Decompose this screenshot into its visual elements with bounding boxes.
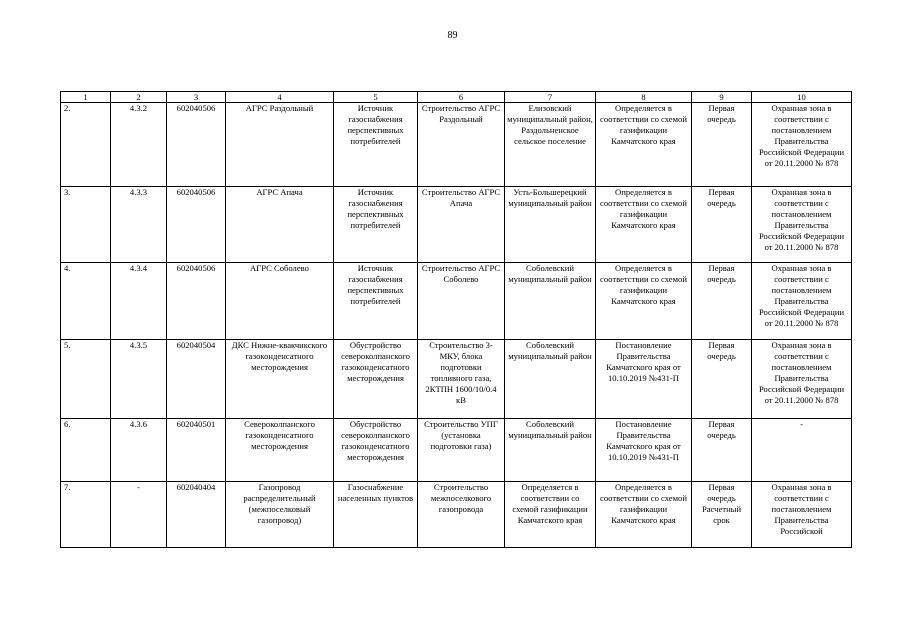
col-header: 6: [418, 92, 505, 103]
table-row: [61, 263, 852, 340]
row-code: 4.3.5: [111, 340, 167, 419]
table-row: [61, 187, 852, 263]
row-name: АГРС Апача: [226, 187, 334, 263]
row-number: 7.: [61, 482, 111, 548]
row-zone: -: [752, 419, 852, 482]
row-work: Строительство АГРС Раздольный: [418, 103, 505, 187]
objects-table: [60, 91, 852, 548]
row-term: Первая очередь: [692, 187, 752, 263]
row-zone: Охранная зона в соответствии с постановлением Правительства Российской Федерации от 20.11.2000 № 878: [752, 187, 852, 263]
row-id: 602040506: [167, 263, 226, 340]
row-basis: Определяется в соответствии со схемой газификации Камчатского края: [596, 263, 692, 340]
row-location: Соболевский муниципальный район: [505, 419, 596, 482]
row-zone: Охранная зона в соответствии с постановлением Правительства Российской Федерации от 20.11.2000 № 878: [752, 263, 852, 340]
row-basis: Определяется в соответствии со схемой газификации Камчатского края: [596, 187, 692, 263]
row-term: Первая очередь: [692, 103, 752, 187]
row-zone: Охранная зона в соответствии с постановлением Правительства Российской: [752, 482, 852, 548]
row-number: 3.: [61, 187, 111, 263]
row-code: -: [111, 482, 167, 548]
row-basis: Постановление Правительства Камчатского края от 10.10.2019 №431-П: [596, 419, 692, 482]
col-header: 3: [167, 92, 226, 103]
row-purpose: Обустройство североколпанского газоконденсатного месторождения: [334, 340, 418, 419]
row-zone: Охранная зона в соответствии с постановлением Правительства Российской Федерации от 20.11.2000 № 878: [752, 103, 852, 187]
row-work: Строительство АГРС Апача: [418, 187, 505, 263]
row-work: Строительство межпоселкового газопровода: [418, 482, 505, 548]
table-row: [61, 419, 852, 482]
row-name: Газопровод распределительный (межпоселковый газопровод): [226, 482, 334, 548]
row-term: Первая очередь: [692, 419, 752, 482]
row-name: ДКС Нижне-квакчикского газоконденсатного месторождения: [226, 340, 334, 419]
col-header: 1: [61, 92, 111, 103]
header-row: [61, 92, 852, 103]
row-number: 6.: [61, 419, 111, 482]
col-header: 4: [226, 92, 334, 103]
row-location: Елизовский муниципальный район, Раздольненское сельское поселение: [505, 103, 596, 187]
row-purpose: Источник газоснабжения перспективных потребителей: [334, 103, 418, 187]
table-row: [61, 482, 852, 548]
row-work: Строительство 3-МКУ, блока подготовки топливного газа, 2КТПН 1600/10/0.4 кВ: [418, 340, 505, 419]
row-zone: Охранная зона в соответствии с постановлением Правительства Российской Федерации от 20.11.2000 № 878: [752, 340, 852, 419]
row-number: 5.: [61, 340, 111, 419]
row-name: АГРС Соболево: [226, 263, 334, 340]
row-id: 602040506: [167, 187, 226, 263]
row-term: Первая очередь Расчетный срок: [692, 482, 752, 548]
col-header: 9: [692, 92, 752, 103]
row-number: 4.: [61, 263, 111, 340]
row-basis: Определяется в соответствии со схемой газификации Камчатского края: [596, 103, 692, 187]
row-purpose: Источник газоснабжения перспективных потребителей: [334, 187, 418, 263]
row-location: Усть-Большерецкий муниципальный район: [505, 187, 596, 263]
row-id: 602040504: [167, 340, 226, 419]
row-location: Определяется в соответствии со схемой газификации Камчатского края: [505, 482, 596, 548]
col-header: 2: [111, 92, 167, 103]
row-code: 4.3.4: [111, 263, 167, 340]
table-row: [61, 103, 852, 187]
row-term: Первая очередь: [692, 340, 752, 419]
row-location: Соболевский муниципальный район: [505, 340, 596, 419]
col-header: 7: [505, 92, 596, 103]
row-work: Строительство УПГ (установка подготовки газа): [418, 419, 505, 482]
row-code: 4.3.2: [111, 103, 167, 187]
row-id: 602040506: [167, 103, 226, 187]
row-term: Первая очередь: [692, 263, 752, 340]
table-row: [61, 340, 852, 419]
col-header: 8: [596, 92, 692, 103]
col-header: 10: [752, 92, 852, 103]
row-basis: Постановление Правительства Камчатского края от 10.10.2019 №431-П: [596, 340, 692, 419]
row-basis: Определяется в соответствии со схемой газификации Камчатского края: [596, 482, 692, 548]
row-code: 4.3.3: [111, 187, 167, 263]
col-header: 5: [334, 92, 418, 103]
page-number: 89: [447, 30, 458, 41]
row-number: 2.: [61, 103, 111, 187]
row-name: Североколпанского газоконденсатного месторождения: [226, 419, 334, 482]
row-purpose: Газоснабжение населенных пунктов: [334, 482, 418, 548]
row-purpose: Обустройство североколпанского газоконденсатного месторождения: [334, 419, 418, 482]
row-code: 4.3.6: [111, 419, 167, 482]
row-location: Соболевский муниципальный район: [505, 263, 596, 340]
row-id: 602040501: [167, 419, 226, 482]
row-name: АГРС Раздольный: [226, 103, 334, 187]
row-work: Строительство АГРС Соболево: [418, 263, 505, 340]
row-purpose: Источник газоснабжения перспективных потребителей: [334, 263, 418, 340]
row-id: 602040404: [167, 482, 226, 548]
